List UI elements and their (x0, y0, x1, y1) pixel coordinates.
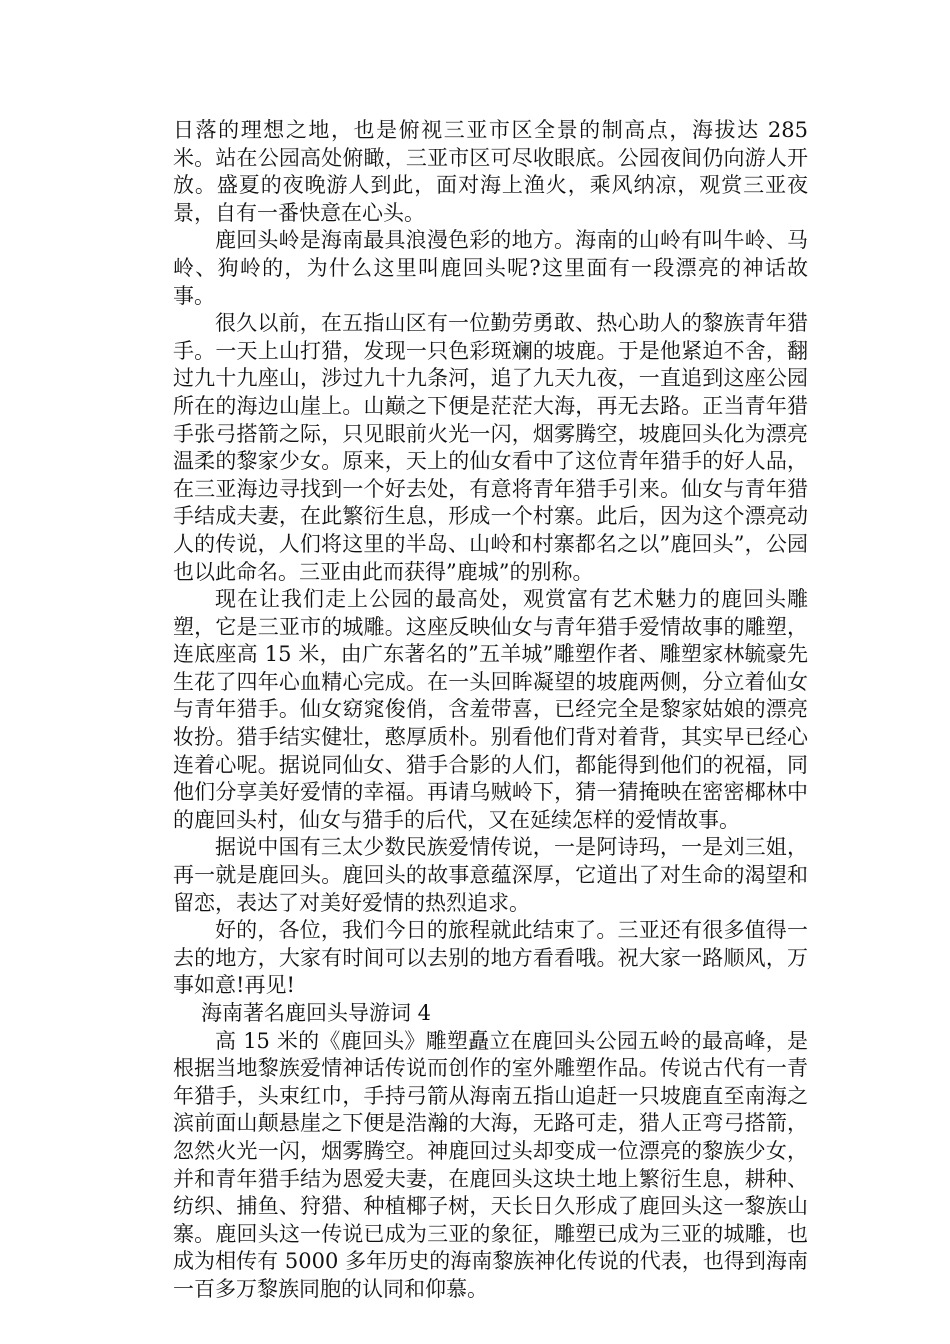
paragraph-6: 好的，各位，我们今日的旅程就此结束了。三亚还有很多值得一去的地方，大家有时间可以去别的地方看看哦。祝大家一路顺风，万事如意!再见! (173, 918, 808, 998)
paragraph-2: 鹿回头岭是海南最具浪漫色彩的地方。海南的山岭有叫牛岭、马岭、狗岭的，为什么这里叫鹿回头呢?这里面有一段漂亮的神话故事。 (173, 228, 808, 308)
paragraph-7: 高 15 米的《鹿回头》雕塑矗立在鹿回头公园五岭的最高峰，是根据当地黎族爱情神话传说而创作的室外雕塑作品。传说古代有一青年猎手，头束红巾，手持弓箭从海南五指山追赶一只坡鹿直至南海之滨前面山颠悬崖之下便是浩瀚的大海，无路可走，猎人正弯弓搭箭，忽然火光一闪，烟雾腾空。神鹿回过头却变成一位漂亮的黎族少女，并和青年猎手结为恩爱夫妻，在鹿回头这块土地上繁衍生息，耕种、纺织、捕鱼、狩猎、种植椰子树，天长日久形成了鹿回头这一黎族山寨。鹿回头这一传说已成为三亚的象征，雕塑已成为三亚的城雕，也成为相传有 5000 多年历史的海南黎族神化传说的代表，也得到海南一百多万黎族同胞的认同和仰慕。 (173, 1028, 808, 1301)
section-heading: 海南著名鹿回头导游词 4 (201, 1001, 432, 1025)
document-page (173, 117, 808, 1304)
paragraph-3: 很久以前，在五指山区有一位勤劳勇敢、热心助人的黎族青年猎手。一天上山打猎，发现一只色彩斑斓的坡鹿。于是他紧迫不舍，翻过九十九座山，涉过九十九条河，追了九天九夜，一直追到这座公园所在的海边山崖上。山巅之下便是茫茫大海，再无去路。正当青年猎手张弓搭箭之际，只见眼前火光一闪，烟雾腾空，坡鹿回头化为漂亮温柔的黎家少女。原来，天上的仙女看中了这位青年猎手的好人品，在三亚海边寻找到一个好去处，有意将青年猎手引来。仙女与青年猎手结成夫妻，在此繁衍生息，形成一个村寨。此后，因为这个漂亮动人的传说，人们将这里的半岛、山岭和村寨都名之以”鹿回头”，公园也以此命名。三亚由此而获得”鹿城”的别称。 (173, 311, 808, 584)
paragraph-1: 日落的理想之地，也是俯视三亚市区全景的制高点，海拔达 285 米。站在公园高处俯瞰，三亚市区可尽收眼底。公园夜间仍向游人开放。盛夏的夜晚游人到此，面对海上渔火，乘风纳凉，观赏三亚夜景，自有一番快意在心头。 (173, 118, 808, 225)
paragraph-4: 现在让我们走上公园的最高处，观赏富有艺术魅力的鹿回头雕塑，它是三亚市的城雕。这座反映仙女与青年猎手爱情故事的雕塑，连底座高 15 米，由广东著名的”五羊城”雕塑作者、雕塑家林毓豪先生花了四年心血精心完成。在一头回眸凝望的坡鹿两侧，分立着仙女与青年猎手。仙女窈窕俊俏，含羞带喜，已经完全是黎家姑娘的漂亮妆扮。猎手结实健壮，憨厚质朴。别看他们背对着背，其实早已经心连着心呢。据说同仙女、猎手合影的人们，都能得到他们的祝福，同他们分享美好爱情的幸福。再请乌贼岭下，猜一猜掩映在密密椰林中的鹿回头村，仙女与猎手的后代，又在延续怎样的爱情故事。 (173, 587, 808, 832)
paragraph-5: 据说中国有三太少数民族爱情传说，一是阿诗玛，一是刘三姐，再一就是鹿回头。鹿回头的故事意蕴深厚，它道出了对生命的渴望和留恋，表达了对美好爱情的热烈追求。 (173, 835, 808, 915)
